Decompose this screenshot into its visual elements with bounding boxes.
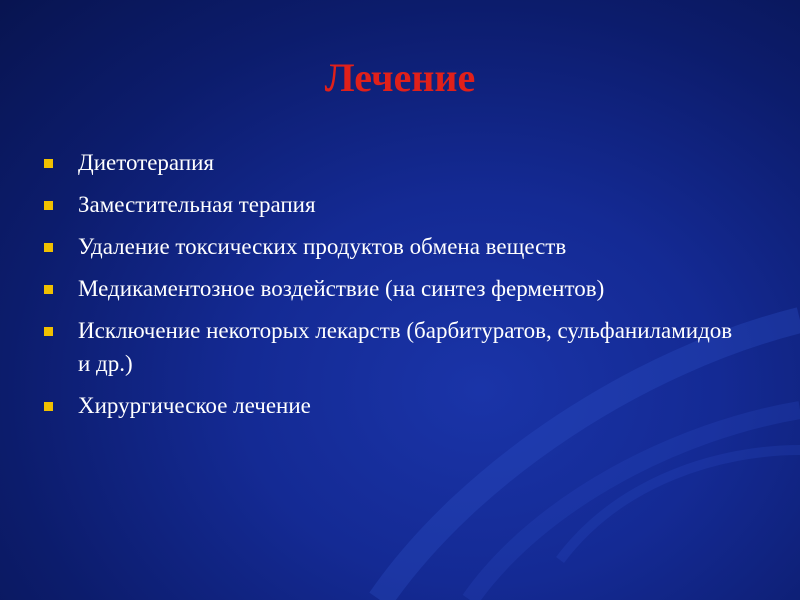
square-bullet-icon — [44, 159, 53, 168]
bullet-item — [44, 146, 744, 179]
bullet-item — [44, 314, 744, 380]
bullet-text: Диетотерапия — [78, 150, 215, 175]
bullet-text: Хирургическое лечение — [78, 393, 311, 418]
square-bullet-icon — [44, 201, 53, 210]
bullet-text: Удаление токсических продуктов обмена веществ — [78, 234, 567, 259]
square-bullet-icon — [44, 402, 53, 411]
slide-title: Лечение — [324, 55, 476, 100]
bullet-text: Медикаментозное воздействие (на синтез ферментов) — [78, 276, 605, 301]
square-bullet-icon — [44, 327, 53, 336]
bullet-item — [44, 272, 744, 305]
bullet-text: Исключение некоторых лекарств (барбитуратов, сульфаниламидов и др.) — [78, 318, 733, 376]
bullet-item — [44, 389, 744, 422]
bullet-item — [44, 230, 744, 263]
square-bullet-icon — [44, 285, 53, 294]
bullet-item — [44, 188, 744, 221]
square-bullet-icon — [44, 243, 53, 252]
bullet-list — [44, 146, 744, 431]
bullet-text: Заместительная терапия — [78, 192, 316, 217]
